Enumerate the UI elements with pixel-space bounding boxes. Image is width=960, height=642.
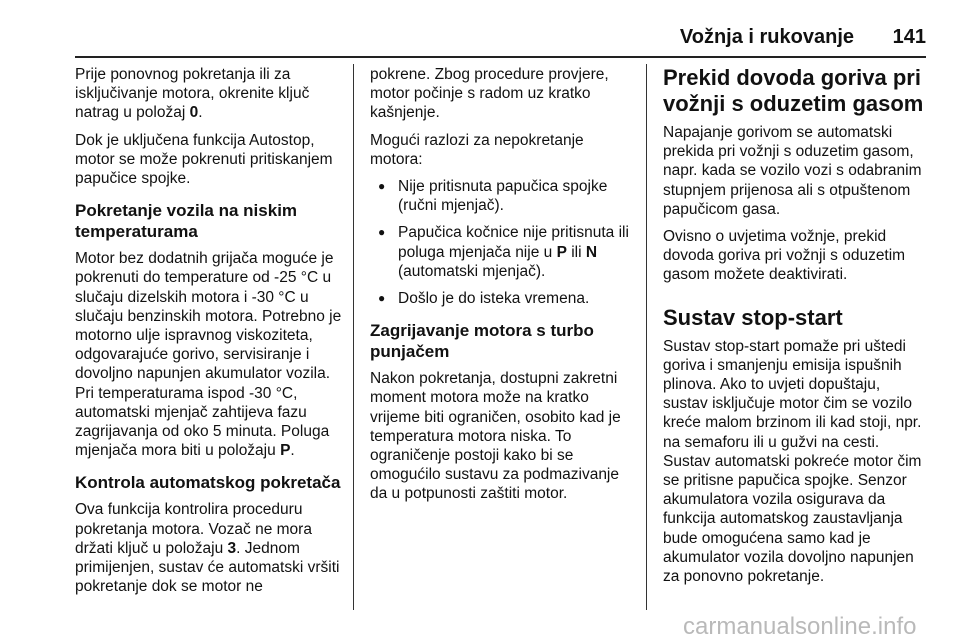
paragraph-check-procedure: pokrene. Zbog procedure provjere, motor počinje s radom uz kratko kašnjenje.: [370, 66, 609, 122]
paragraph-restart: Prije ponovnog pokretanja ili za isključivanje motora, okrenite ključ natrag u položaj 0.: [75, 66, 310, 122]
heading-stop-start: Sustav stop-start: [663, 304, 843, 330]
list-item: ● Papučica kočnice nije pritisnuta ili poluga mjenjača nije u P ili N (automatski mjenjač).: [370, 223, 638, 281]
heading-turbo-warmup: Zagrijavanje motora s turbo punjačem: [370, 321, 594, 362]
paragraph-low-temperature: Motor bez dodatnih grijača moguće je pokrenuti do temperature od -25 °C u slučaju dizelskih motora i -30 °C u slučaju benzinskih motora. Potrebno je motorno ulje ispravnog viskoziteta, odgovarajuće gorivo, servisiranje i dovoljno napunjen akumulator vozila. Pri temperaturama ispod -30 °C, automatski mjenjač zahtijeva fazu zagrijavanja od oko 5 minuta. Poluga mjenjača mora biti u položaju P.: [75, 250, 342, 460]
section-title: Vožnja i rukovanje: [679, 26, 854, 48]
heading-low-temperature-start: Pokretanje vozila na niskim temperaturama: [75, 201, 298, 242]
page-header: [75, 22, 926, 58]
column-1: [75, 65, 346, 604]
column-divider-2: [646, 64, 647, 610]
heading-auto-starter-control: Kontrola automatskog pokretača: [75, 473, 341, 493]
page-number: 141: [892, 26, 926, 48]
paragraph-turbo: Nakon pokretanja, dostupni zakretni moment motora može na kratko vrijeme biti ograničen, osobito kad je temperatura motora niska. To ograničenje postoji kako bi se omogućilo sustavu za podmazivanje da u potpunosti zaštiti motor.: [370, 370, 621, 503]
paragraph-reasons-intro: Mogući razlozi za nepokretanje motora:: [370, 131, 584, 168]
list-item: ● Nije pritisnuta papučica spojke (ručni mjenjač).: [370, 177, 638, 215]
header-divider: [75, 56, 926, 58]
watermark: carmanualsonline.info: [683, 613, 917, 640]
reasons-list: [370, 177, 638, 308]
paragraph-auto-starter: Ova funkcija kontrolira proceduru pokretanja motora. Vozač ne mora držati ključ u položaju 3. Jednom primijenjen, sustav će automatski vršiti pokretanje dok se motor ne: [75, 501, 340, 596]
column-2: [370, 65, 638, 512]
paragraph-fuel-cutoff-deactivate: Ovisno o uvjetima vožnje, prekid dovoda goriva pri vožnji s oduzetim gasom možete deaktivirati.: [663, 228, 906, 284]
column-divider-1: [353, 64, 354, 610]
paragraph-autostop: Dok je uključena funkcija Autostop, motor se može pokrenuti pritiskanjem papučice spojke.: [75, 131, 333, 188]
column-3: [663, 65, 929, 594]
paragraph-fuel-cutoff: Napajanje gorivom se automatski prekida pri vožnji s oduzetim gasom, napr. kada se vozilo vozi s odabranim stupnjem prijenosa ali s otpuštenom papučicom gasa.: [663, 124, 922, 218]
paragraph-stop-start: Sustav stop-start pomaže pri uštedi goriva i smanjenju emisija ispušnih plinova. Ako to uvjeti dopuštaju, sustav isključuje motor čim se vozilo kreće malom brzinom ili kad stoji, npr. na semaforu ili u gužvi na cesti. Sustav automatski pokreće motor čim se pritisne papučica spojke. Senzor akumulatora vozila osigurava da funkcija automatskog zaustavljanja bude omogućena samo kad je akumulator vozila dovoljno napunjen za ponovno pokretanje.: [663, 337, 922, 586]
list-item: ● Došlo je do isteka vremena.: [370, 289, 638, 308]
heading-fuel-cutoff: Prekid dovoda goriva pri vožnji s oduzetim gasom: [663, 65, 924, 116]
